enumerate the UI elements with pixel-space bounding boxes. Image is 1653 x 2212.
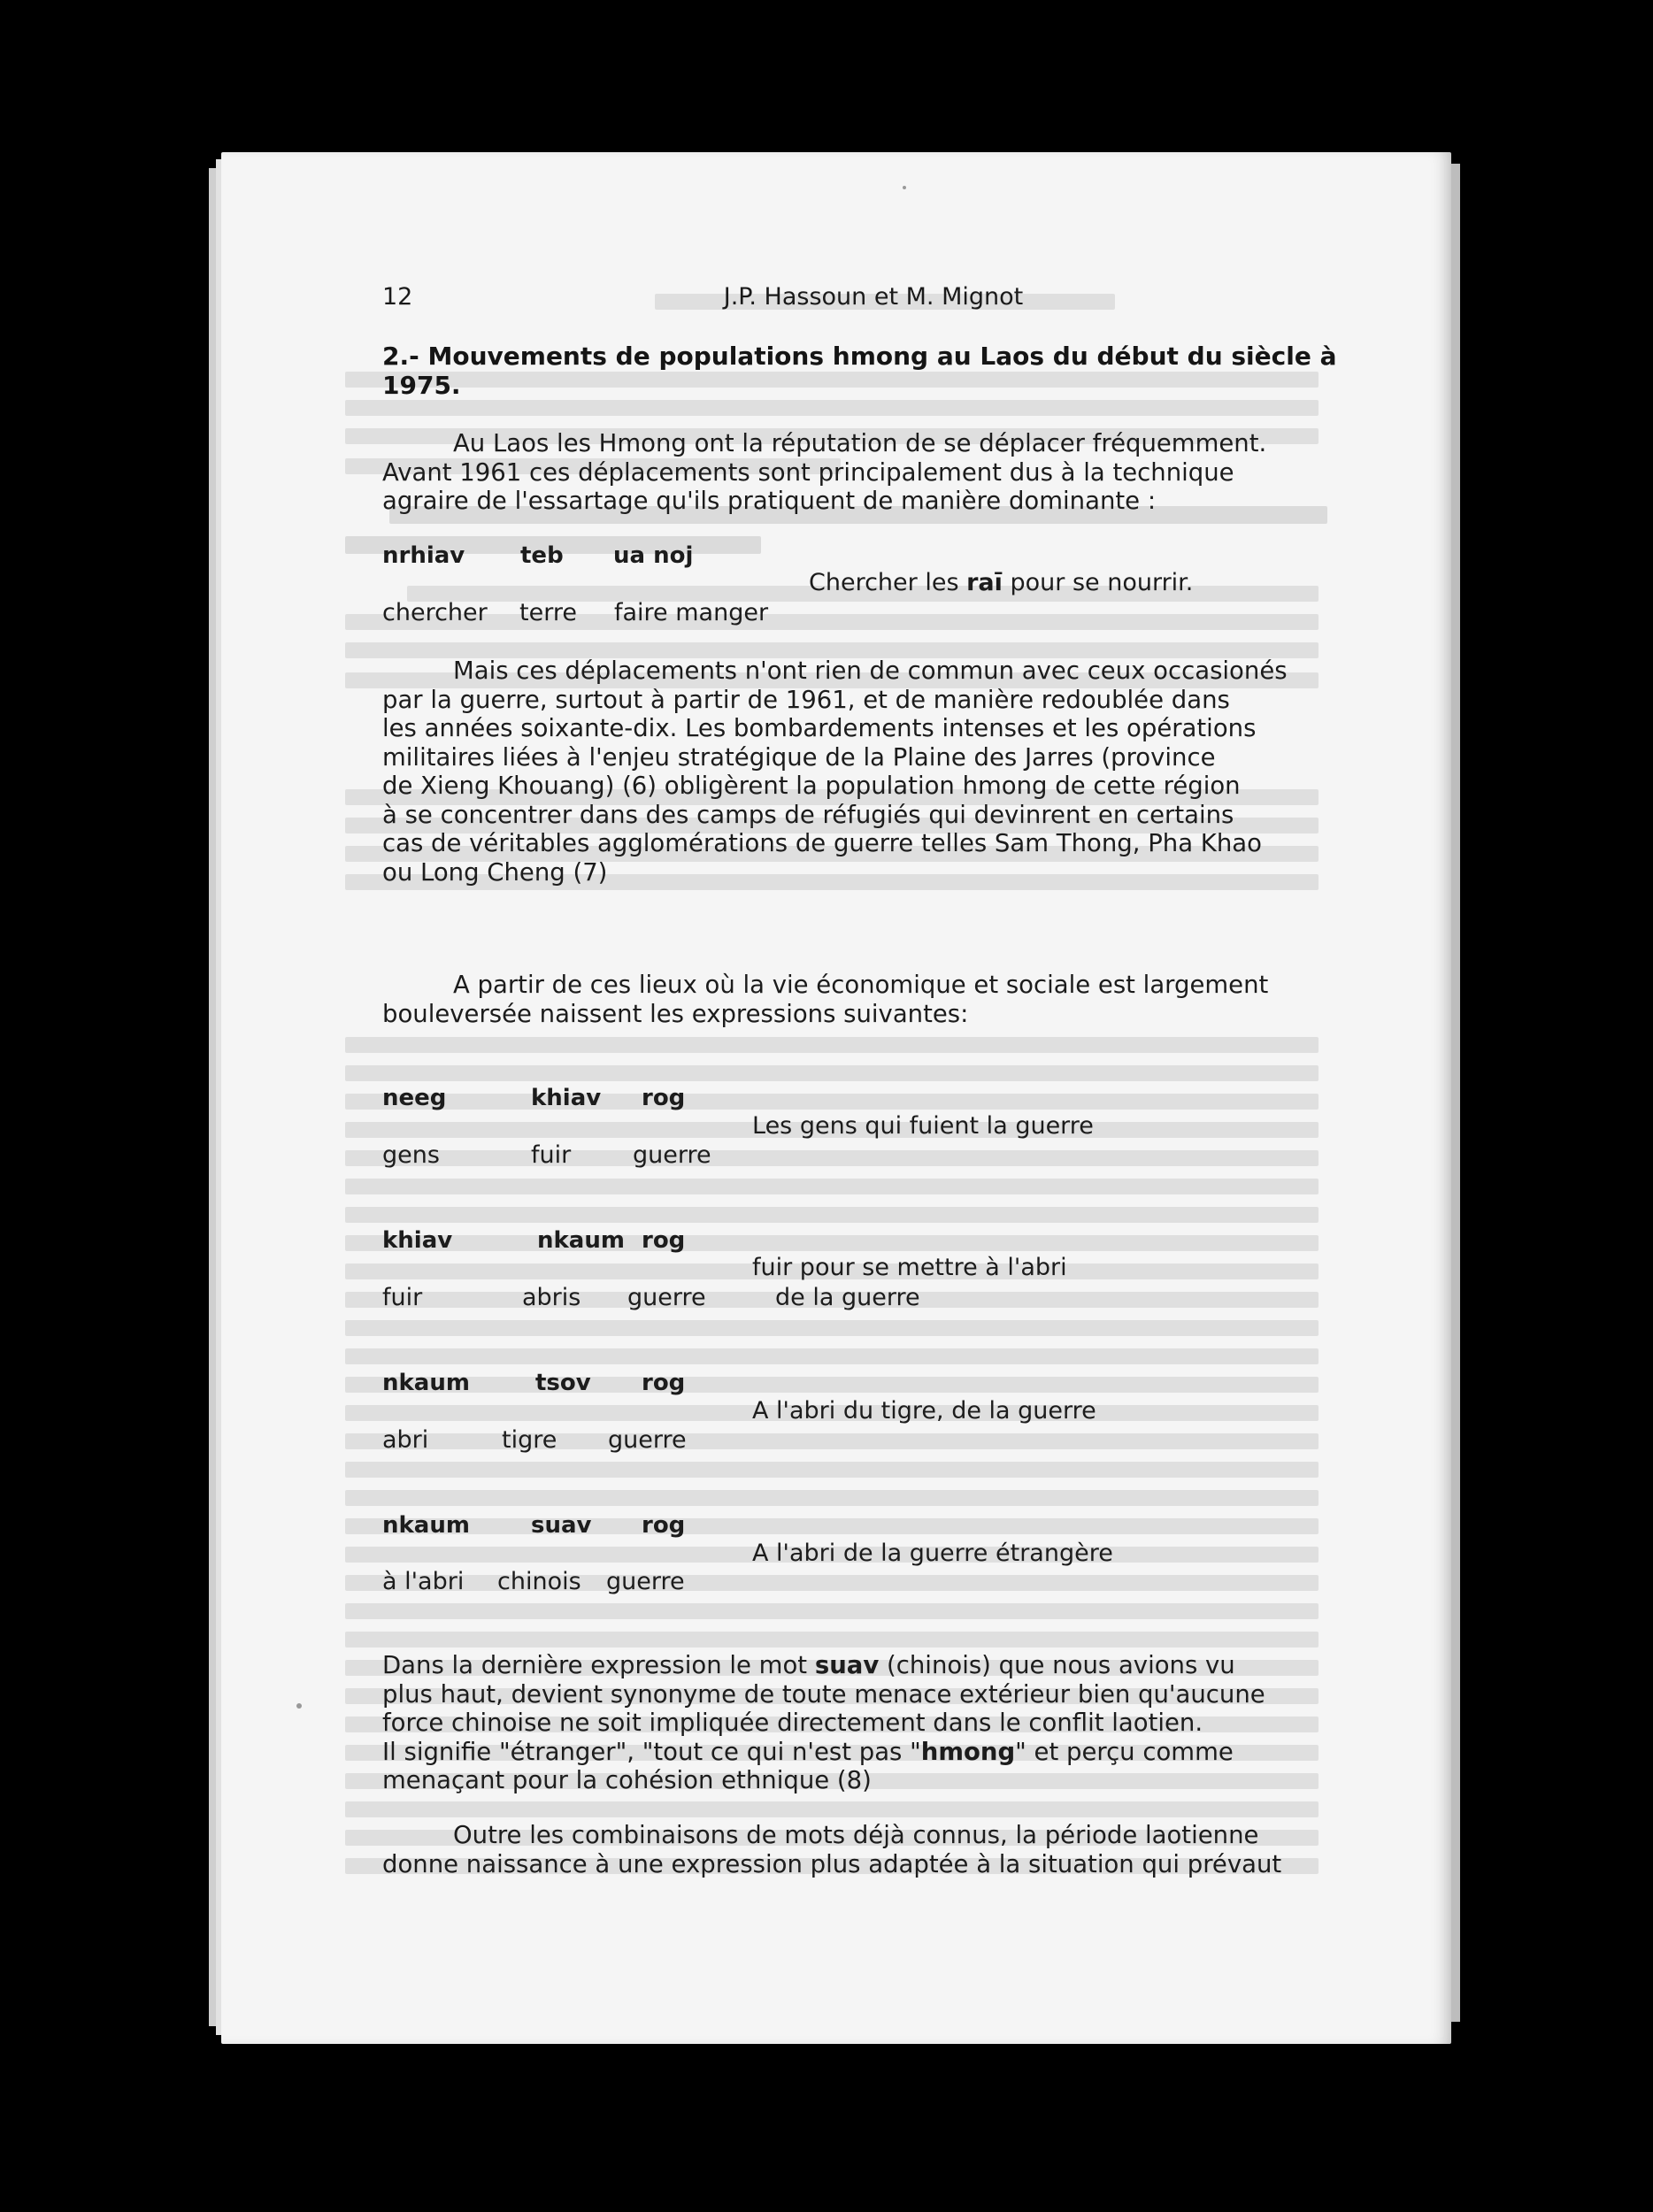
paragraph-1 <box>382 429 1365 516</box>
gloss-translation-continued: de la guerre <box>775 1284 920 1311</box>
paragraph-line: les années soixante-dix. Les bombardements intenses et les opérations <box>382 714 1257 742</box>
paragraph-4 <box>382 1651 1365 1795</box>
paragraph-line: Avant 1961 ces déplacements sont principalement dus à la technique <box>382 457 1234 487</box>
paragraph-line: menaçant pour la cohésion ethnique (8) <box>382 1766 872 1794</box>
paragraph-line: force chinoise ne soit impliquée directement dans le conflit laotien. <box>382 1709 1203 1737</box>
hmong-word: nrhiav <box>382 542 465 569</box>
paragraph-line: Mais ces déplacements n'ont rien de commun avec ceux occasionés <box>453 657 1288 685</box>
section-heading: 2.- Mouvements de populations hmong au Laos du début du siècle à 1975. <box>382 342 1337 400</box>
french-word: tigre <box>502 1426 557 1454</box>
hmong-word: khiav <box>531 1085 602 1111</box>
paragraph-5 <box>382 1821 1365 1878</box>
gloss-translation: Chercher les raī pour se nourrir. <box>809 569 1194 596</box>
french-word: abris <box>522 1284 581 1311</box>
paper-speck <box>296 1703 302 1709</box>
hmong-word: nkaum <box>382 1512 470 1539</box>
paragraph-3 <box>382 971 1365 1028</box>
hmong-word: rog <box>642 1512 686 1539</box>
running-head: J.P. Hassoun et M. Mignot <box>723 283 1024 311</box>
hmong-word: rog <box>642 1370 686 1396</box>
paragraph-line: de Xieng Khouang) (6) obligèrent la population hmong de cette région <box>382 772 1241 800</box>
hmong-word: ua noj <box>613 542 694 569</box>
paragraph-2 <box>382 657 1365 887</box>
paragraph-line: à se concentrer dans des camps de réfugiés qui devinrent en certains <box>382 800 1234 829</box>
page-header <box>382 283 1365 319</box>
hmong-word: neeg <box>382 1085 447 1111</box>
gloss-translation: Les gens qui fuient la guerre <box>752 1112 1094 1140</box>
french-word: à l'abri <box>382 1568 465 1595</box>
paragraph-line: Il signifie "étranger", "tout ce qui n'est pas "hmong" et perçu comme <box>382 1737 1234 1766</box>
hmong-word: teb <box>520 542 564 569</box>
french-word: fuir <box>382 1284 423 1311</box>
french-word: chinois <box>497 1568 581 1595</box>
paragraph-line: Au Laos les Hmong ont la réputation de se déplacer fréquemment. <box>453 429 1267 457</box>
paragraph-line: par la guerre, surtout à partir de 1961, et de manière redoublée dans <box>382 685 1230 714</box>
hmong-word: suav <box>531 1512 592 1539</box>
french-word: fuir <box>531 1141 572 1169</box>
hmong-word: nkaum <box>537 1227 625 1254</box>
gloss-translation: fuir pour se mettre à l'abri <box>752 1254 1067 1281</box>
french-word: faire manger <box>614 599 769 626</box>
french-word: gens <box>382 1141 440 1169</box>
french-word: guerre <box>606 1568 685 1595</box>
french-word: chercher <box>382 599 488 626</box>
paragraph-line: bouleversée naissent les expressions suivantes: <box>382 999 969 1028</box>
paper-speck <box>903 186 906 189</box>
paragraph-line: ou Long Cheng (7) <box>382 857 608 887</box>
paragraph-line: agraire de l'essartage qu'ils pratiquent de manière dominante : <box>382 487 1157 515</box>
paragraph-line: militaires liées à l'enjeu stratégique de la Plaine des Jarres (province <box>382 742 1216 772</box>
paragraph-line: plus haut, devient synonyme de toute menace extérieur bien qu'aucune <box>382 1679 1265 1709</box>
page-number: 12 <box>382 283 413 311</box>
hmong-word: tsov <box>535 1370 591 1396</box>
paragraph-line: Dans la dernière expression le mot suav (chinois) que nous avions vu <box>382 1651 1235 1679</box>
hmong-word: nkaum <box>382 1370 470 1396</box>
hmong-word: khiav <box>382 1227 453 1254</box>
french-word: guerre <box>627 1284 706 1311</box>
paragraph-line: cas de véritables agglomérations de guerre telles Sam Thong, Pha Khao <box>382 829 1262 857</box>
gloss-translation: A l'abri de la guerre étrangère <box>752 1540 1113 1567</box>
gloss-translation: A l'abri du tigre, de la guerre <box>752 1397 1096 1425</box>
french-word: terre <box>519 599 577 626</box>
hmong-word: rog <box>642 1085 686 1111</box>
hmong-word: rog <box>642 1227 686 1254</box>
french-word: abri <box>382 1426 429 1454</box>
french-word: guerre <box>608 1426 687 1454</box>
paragraph-line: A partir de ces lieux où la vie économique et sociale est largement <box>453 971 1269 999</box>
paragraph-line: donne naissance à une expression plus adaptée à la situation qui prévaut <box>382 1849 1282 1878</box>
french-word: guerre <box>633 1141 711 1169</box>
paragraph-line: Outre les combinaisons de mots déjà connus, la période laotienne <box>453 1821 1259 1849</box>
